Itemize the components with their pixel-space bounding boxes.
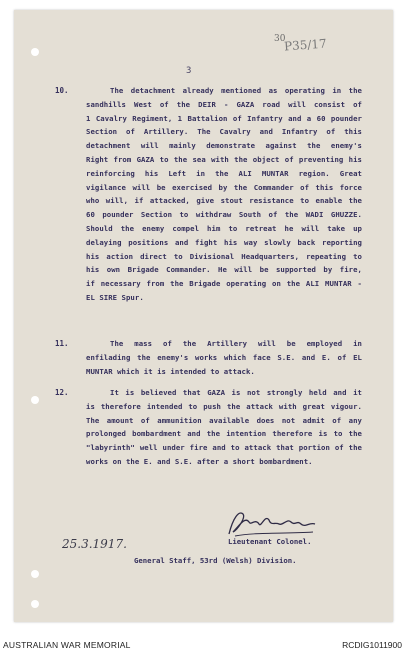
paragraph-line: his own Brigade Commander. He will be supported by fire, (86, 265, 362, 275)
paragraph-line: MUNTAR which it is intended to attack. (86, 366, 255, 376)
paragraph-line: "labyrinth" well under fire and to attack that portion of the (86, 443, 362, 453)
punch-hole (31, 396, 39, 404)
paragraph-line: works on the E. and S.E. after a short bombardment. (86, 457, 313, 466)
paragraph-line: sandhills West of the DEIR - GAZA road will consist of (86, 99, 362, 109)
paragraph-number: 11. (55, 339, 69, 348)
paragraph-line: Right from GAZA to the sea with the object of preventing his (86, 155, 362, 164)
paragraph-line: his action direct to Divisional Headquarters, repeating to (86, 251, 362, 261)
item-id: RCDIG1011900 (342, 640, 402, 650)
paragraph-line: prolonged bombardment and the intention therefore is to the (86, 429, 362, 439)
paragraph-line: Should the enemy compel him to retreat he will take up (86, 224, 362, 233)
punch-hole (31, 600, 39, 608)
paragraph-line: detachment will mainly demonstrate against the enemy's (86, 141, 362, 151)
handwritten-date: 25.3.1917. (62, 537, 127, 551)
paragraph-line: The detachment already mentioned as operating in the (110, 86, 362, 95)
paragraph-line: if necessary from the Brigade operating on the ALI MUNTAR - (86, 279, 362, 289)
paragraph-line: reinforcing his Left in the ALI MUNTAR region. Great (86, 168, 362, 178)
source-caption: AUSTRALIAN WAR MEMORIAL (3, 640, 131, 650)
paragraph-line: 60 pounder Section to withdraw South of the WADI GHUZZE. (86, 210, 362, 220)
paragraph-line: Section of Artillery. The Cavalry and Infantry of this (86, 127, 362, 137)
paragraph-number: 10. (55, 86, 69, 95)
paragraph-line: who will, if attacked, give stout resistance to enable the (86, 196, 362, 206)
handwritten-signature (225, 504, 320, 538)
signatory-rank: Lieutenant Colonel. (228, 537, 312, 546)
paragraph-line: EL SIRE Spur. (86, 293, 144, 302)
paragraph-number: 12. (55, 388, 69, 397)
archive-ref-code: P35/17 (283, 36, 328, 54)
paragraph-line: enfilading the enemy's works which face S.E. and E. of EL (86, 352, 362, 362)
paragraph-line: 1 Cavalry Regiment, 1 Battalion of Infantry and a 60 pounder (86, 113, 362, 123)
signatory-unit: General Staff, 53rd (Welsh) Division. (134, 556, 297, 565)
paragraph-line: The mass of the Artillery will be employed in (110, 339, 362, 348)
archive-ref-number: 30 (274, 34, 286, 44)
paragraph-line: vigilance will be exercised by the Commander of this force (86, 182, 362, 192)
punch-hole (31, 570, 39, 578)
punch-hole (31, 48, 39, 56)
paragraph-line: The amount of ammunition available does not admit of any (86, 415, 362, 425)
paragraph-line: is therefore intended to push the attack with great vigour. (86, 401, 362, 411)
paragraph-line: It is believed that GAZA is not strongly held and it (110, 388, 362, 397)
page-number: 3 (186, 66, 192, 76)
paragraph-line: delaying positions and fight his way slowly back reporting (86, 237, 362, 247)
